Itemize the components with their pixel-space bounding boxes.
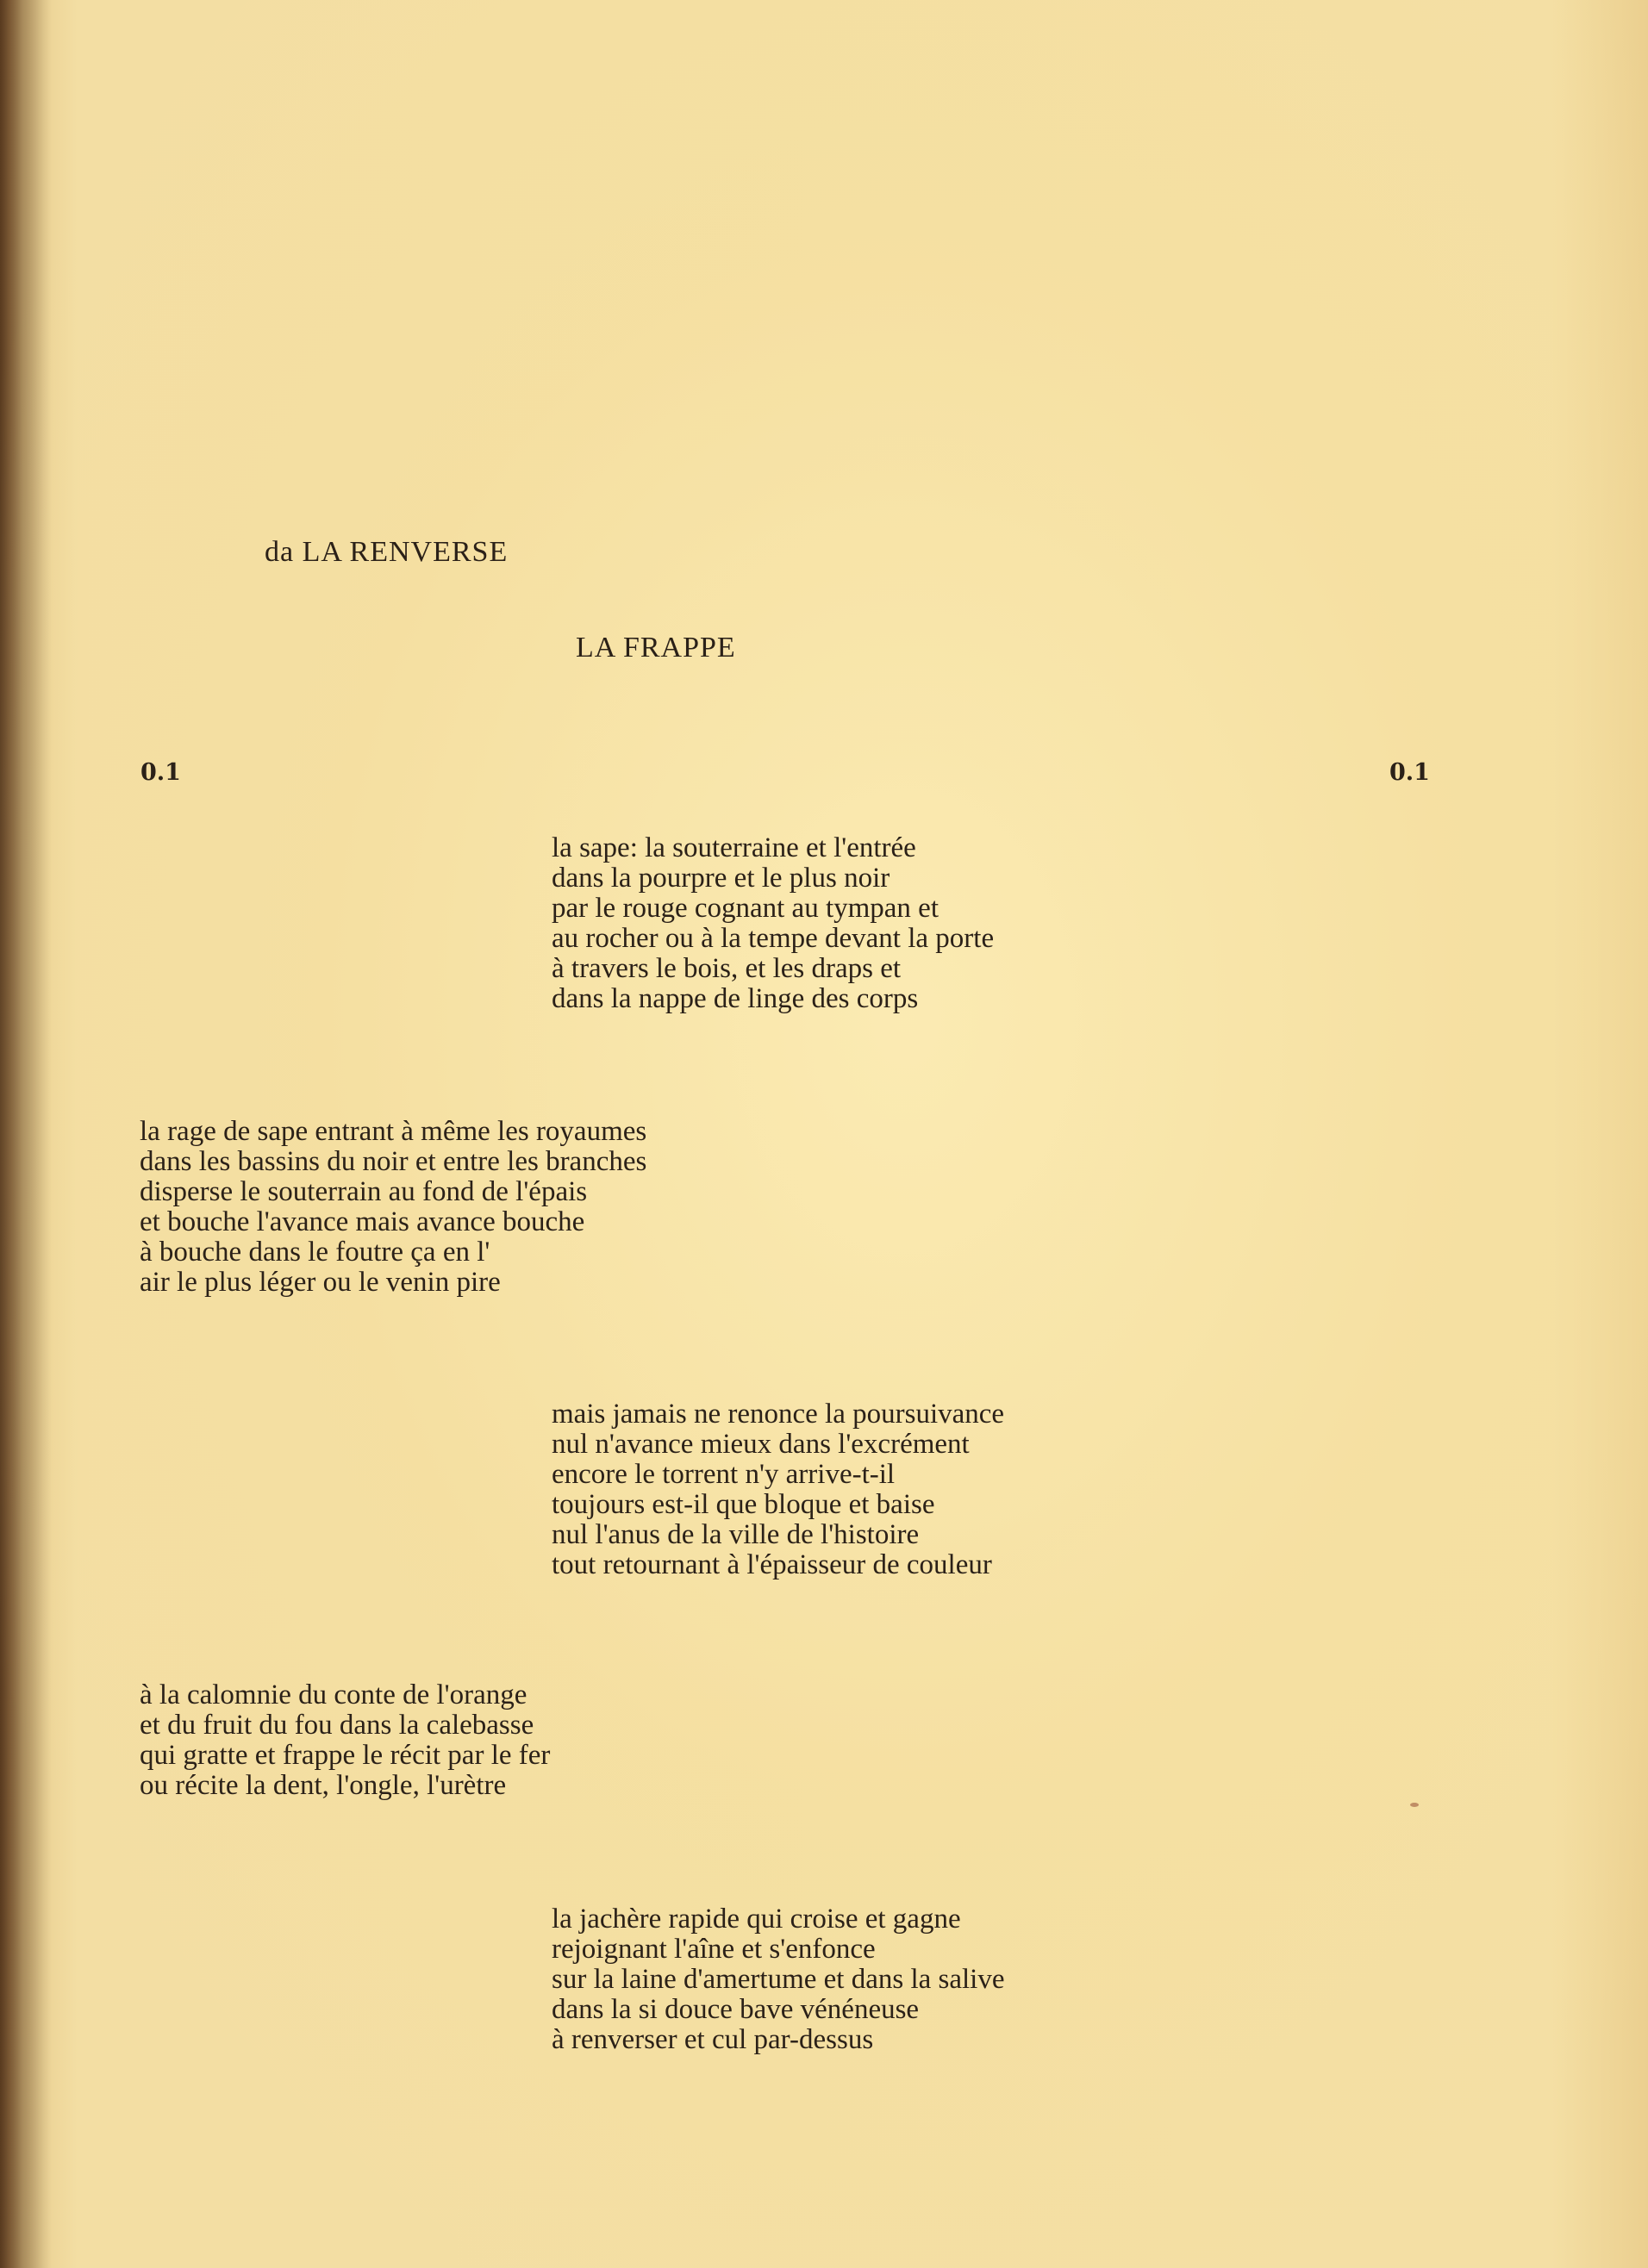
source-title: da LA RENVERSE [265,536,509,568]
verse-line: à travers le bois, et les draps et [552,953,902,984]
verse-line: disperse le souterrain au fond de l'épais [140,1176,588,1207]
verse-line: sur la laine d'amertume et dans la salive [552,1964,1005,1995]
stanza-2 [140,1117,646,1298]
spine-shadow [0,0,52,2268]
verse-line: nul l'anus de la ville de l'histoire [552,1519,920,1550]
section-number-left: 0.1 [140,759,181,786]
stanza-4 [140,1680,550,1801]
verse-line: dans la si douce bave vénéneuse [552,1994,920,2025]
verse-line: qui gratte et frappe le récit par le fer [140,1740,551,1771]
verse-line: dans la pourpre et le plus noir [552,863,890,894]
verse-line: encore le torrent n'y arrive-t-il [552,1459,896,1490]
verse-line: toujours est-il que bloque et baise [552,1489,935,1520]
section-number-right: 0.1 [1389,759,1430,786]
verse-line: à renverser et cul par-dessus [552,2024,874,2055]
stanza-5 [552,1904,1005,2055]
verse-line: ou récite la dent, l'ongle, l'urètre [140,1770,507,1801]
verse-line: tout retournant à l'épaisseur de couleur [552,1549,992,1580]
stanza-3 [552,1399,1004,1580]
verse-line: à bouche dans le foutre ça en l' [140,1237,490,1268]
verse-line: dans les bassins du noir et entre les branches [140,1146,647,1177]
verse-line: la jachère rapide qui croise et gagne [552,1904,961,1935]
verse-line: par le rouge cognant au tympan et [552,893,939,924]
verse-line: et bouche l'avance mais avance bouche [140,1206,585,1237]
verse-line: rejoignant l'aîne et s'enfonce [552,1934,876,1965]
verse-line: et du fruit du fou dans la calebasse [140,1710,534,1741]
verse-line: la rage de sape entrant à même les royaumes [140,1116,647,1147]
ink-smudge [1410,1803,1419,1807]
verse-line: air le plus léger ou le venin pire [140,1267,501,1298]
poem-title: LA FRAPPE [576,632,736,664]
verse-line: à la calomnie du conte de l'orange [140,1679,527,1710]
verse-line: la sape: la souterraine et l'entrée [552,832,916,863]
verse-line: mais jamais ne renonce la poursuivance [552,1399,1005,1430]
stanza-1 [552,833,994,1014]
verse-line: nul n'avance mieux dans l'excrément [552,1429,970,1460]
verse-line: dans la nappe de linge des corps [552,983,919,1014]
verse-line: au rocher ou à la tempe devant la porte [552,923,995,954]
